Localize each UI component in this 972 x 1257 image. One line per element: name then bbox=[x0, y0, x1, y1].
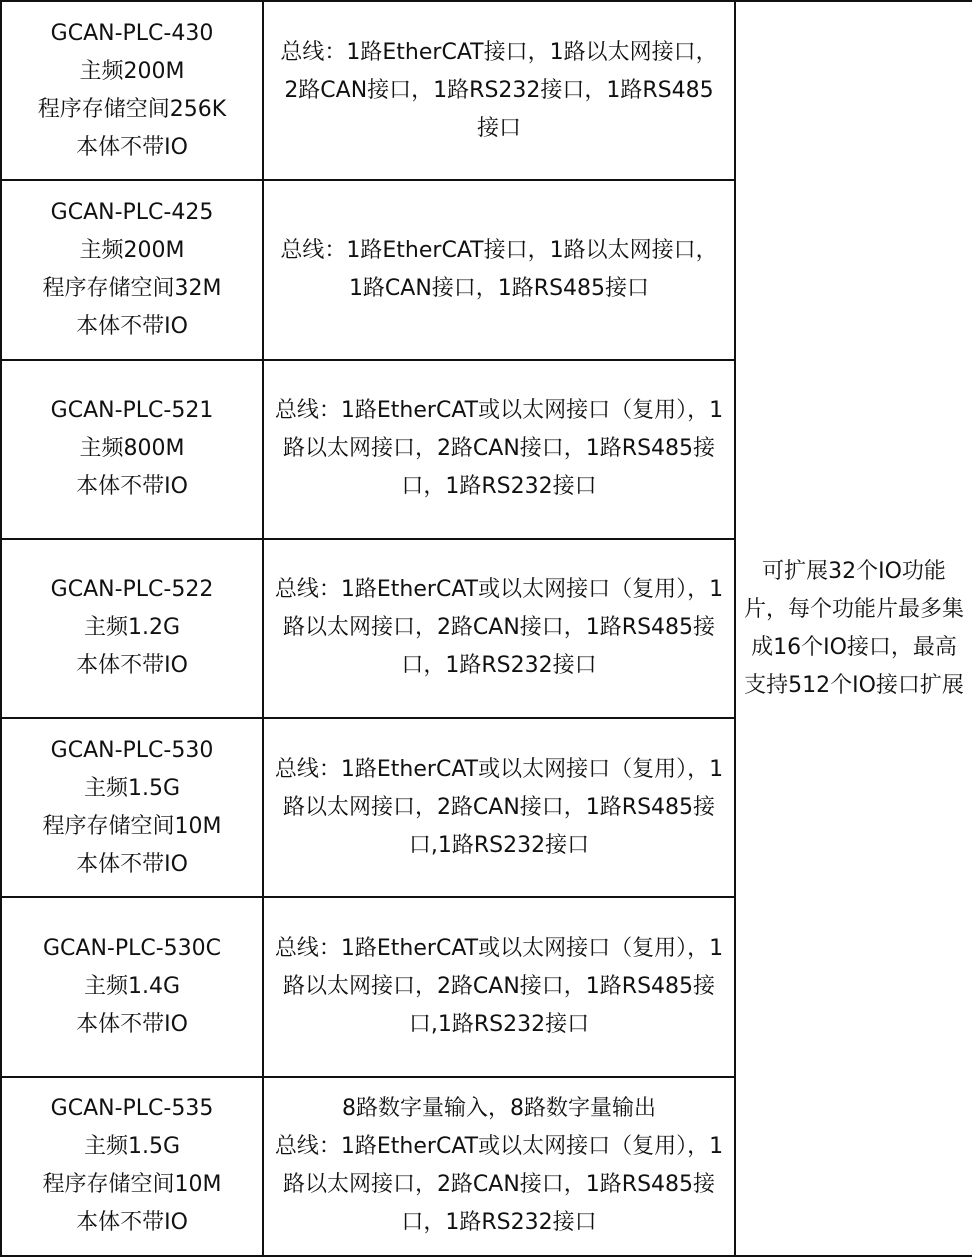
model-cell bbox=[1, 539, 263, 718]
table-row-430 bbox=[1, 1, 972, 180]
model-name: GCAN-PLC-522 bbox=[50, 577, 214, 603]
bus-description: 总线：1路EtherCAT或以太网接口（复用），1路以太网接口，2路CAN接口，1路RS485接口，1路RS232接口 bbox=[274, 577, 724, 679]
bus-cell bbox=[263, 180, 735, 359]
main-frequency: 主频1.5G bbox=[83, 1134, 181, 1160]
bus-description: 总线：1路EtherCAT接口，1路以太网接口，1路CAN接口，1路RS485接口 bbox=[280, 237, 718, 301]
bus-cell bbox=[263, 360, 735, 539]
bus-cell bbox=[263, 1, 735, 180]
model-name: GCAN-PLC-530 bbox=[50, 737, 214, 763]
digital-io-description: 8路数字量输入，8路数字量输出 bbox=[342, 1096, 656, 1122]
model-cell bbox=[1, 1, 263, 180]
io-note: 本体不带IO bbox=[76, 313, 188, 339]
io-note: 本体不带IO bbox=[76, 1012, 188, 1038]
bus-cell bbox=[263, 1077, 735, 1256]
expansion-description: 可扩展32个IO功能片，每个功能片最多集成16个IO接口，最高支持512个IO接口扩展 bbox=[744, 558, 965, 698]
model-name: GCAN-PLC-535 bbox=[50, 1096, 214, 1122]
model-cell bbox=[1, 180, 263, 359]
bus-description: 总线：1路EtherCAT或以太网接口（复用），1路以太网接口，2路CAN接口，1路RS485接口，1路RS232接口 bbox=[274, 1134, 724, 1236]
main-frequency: 主频1.2G bbox=[83, 615, 181, 641]
bus-description: 总线：1路EtherCAT或以太网接口（复用），1路以太网接口，2路CAN接口，1路RS485接口，1路RS232接口 bbox=[274, 398, 724, 500]
model-cell bbox=[1, 718, 263, 897]
model-name: GCAN-PLC-530C bbox=[42, 936, 222, 962]
model-cell bbox=[1, 1077, 263, 1256]
model-cell bbox=[1, 897, 263, 1076]
io-note: 本体不带IO bbox=[76, 851, 188, 877]
bus-cell bbox=[263, 897, 735, 1076]
program-storage: 程序存储空间10M bbox=[42, 1172, 222, 1198]
bus-description: 总线：1路EtherCAT接口，1路以太网接口，2路CAN接口，1路RS232接口，1路RS485接口 bbox=[280, 39, 718, 141]
main-frequency: 主频200M bbox=[79, 237, 185, 263]
io-note: 本体不带IO bbox=[76, 653, 188, 679]
model-name: GCAN-PLC-521 bbox=[50, 398, 214, 424]
io-note: 本体不带IO bbox=[76, 1210, 188, 1236]
io-note: 本体不带IO bbox=[76, 474, 188, 500]
main-frequency: 主频1.4G bbox=[83, 974, 181, 1000]
model-name: GCAN-PLC-430 bbox=[50, 20, 214, 46]
program-storage: 程序存储空间10M bbox=[42, 813, 222, 839]
expansion-cell bbox=[735, 1, 972, 1256]
bus-description: 总线：1路EtherCAT或以太网接口（复用），1路以太网接口，2路CAN接口，1路RS485接口,1路RS232接口 bbox=[274, 936, 724, 1038]
program-storage: 程序存储空间32M bbox=[42, 275, 222, 301]
main-frequency: 主频200M bbox=[79, 58, 185, 84]
main-frequency: 主频1.5G bbox=[83, 775, 181, 801]
model-cell bbox=[1, 360, 263, 539]
bus-cell bbox=[263, 539, 735, 718]
program-storage: 程序存储空间256K bbox=[37, 96, 227, 122]
main-frequency: 主频800M bbox=[79, 436, 185, 462]
bus-description: 总线：1路EtherCAT或以太网接口（复用），1路以太网接口，2路CAN接口，1路RS485接口,1路RS232接口 bbox=[274, 756, 724, 858]
io-note: 本体不带IO bbox=[76, 134, 188, 160]
model-name: GCAN-PLC-425 bbox=[50, 199, 214, 225]
bus-cell bbox=[263, 718, 735, 897]
